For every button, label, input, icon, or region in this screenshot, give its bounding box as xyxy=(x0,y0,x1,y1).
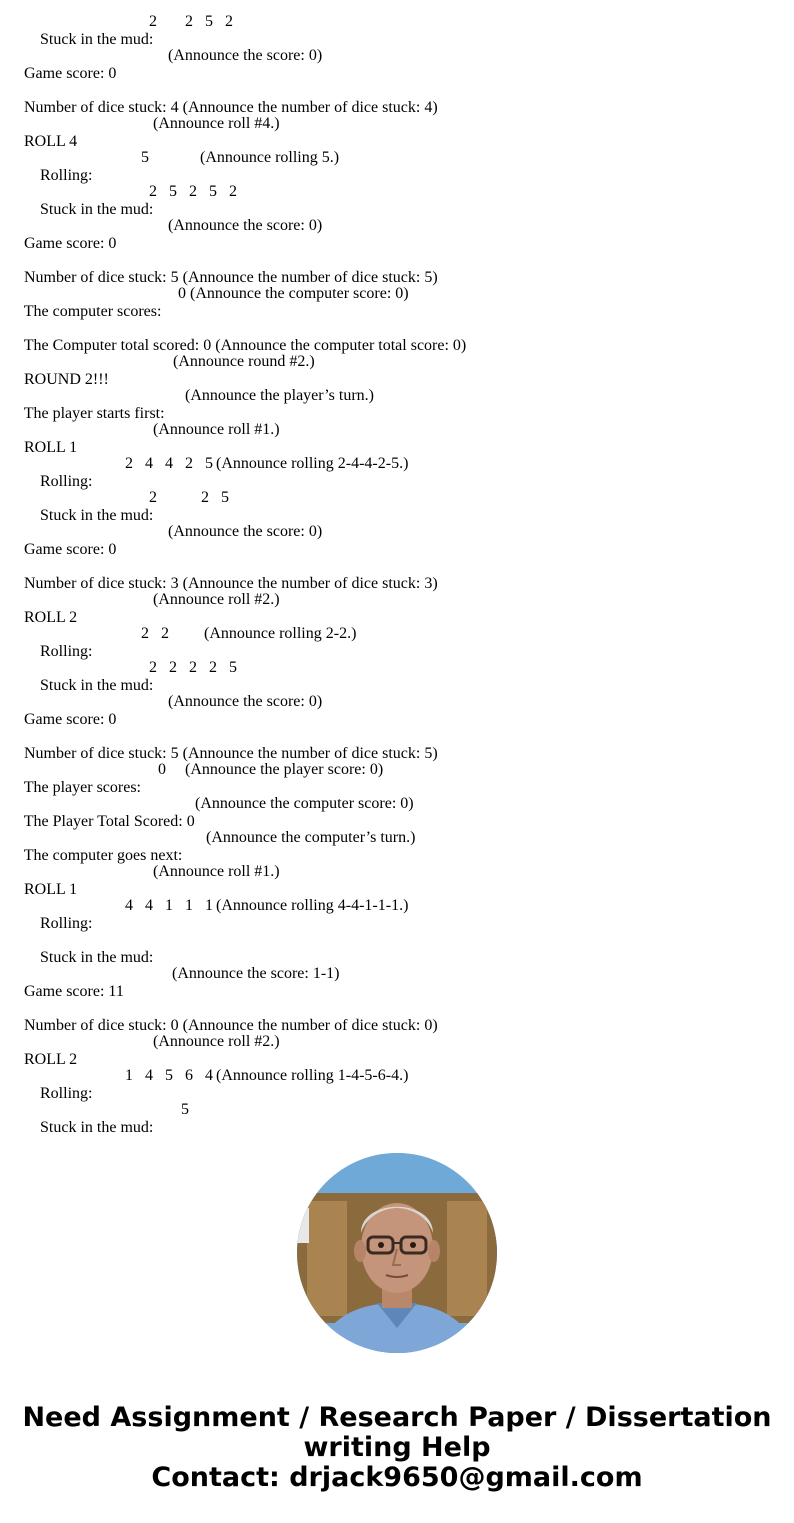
log-note: (Announce roll #1.) xyxy=(153,421,280,438)
log-label: Rolling: xyxy=(40,167,93,184)
log-label: Stuck in the mud: xyxy=(40,507,154,524)
log-note: (Announce rolling 4-4-1-1-1.) xyxy=(216,897,409,914)
log-note: (Announce the score: 0) xyxy=(168,523,323,540)
banner-subheadline: writing Help xyxy=(303,1432,491,1463)
log-value: 2 5 2 5 2 xyxy=(149,183,237,200)
log-label: The computer scores: xyxy=(23,303,162,320)
log-value: 2 2 xyxy=(141,625,169,642)
log-label: Game score: 0 xyxy=(24,711,117,728)
log-note: (Announce the number of dice stuck: 0) xyxy=(182,1017,438,1034)
log-note: (Announce the computer score: 0) xyxy=(190,285,409,302)
log-label: Stuck in the mud: xyxy=(40,1119,154,1136)
log-note: (Announce the score: 0) xyxy=(168,47,323,64)
log-value: 5 xyxy=(141,149,149,166)
log-label: Game score: 0 xyxy=(24,541,117,558)
log-note: (Announce the number of dice stuck: 5) xyxy=(182,745,438,762)
log-value: 0 xyxy=(158,761,166,778)
log-label: Stuck in the mud: xyxy=(40,949,154,966)
log-value: 2 2 5 xyxy=(149,489,229,506)
log-label: Rolling: xyxy=(40,915,93,932)
log-label: The Player Total Scored: 0 xyxy=(23,813,195,830)
log-note: (Announce roll #4.) xyxy=(153,115,280,132)
log-note: (Announce the player score: 0) xyxy=(185,761,384,778)
log-note: (Announce the player’s turn.) xyxy=(185,387,374,404)
log-note: (Announce rolling 5.) xyxy=(200,149,340,166)
log-note: (Announce the number of dice stuck: 5) xyxy=(182,269,438,286)
log-note: (Announce rolling 2-4-4-2-5.) xyxy=(216,455,409,472)
log-note: (Announce roll #1.) xyxy=(153,863,280,880)
log-label: ROLL 1 xyxy=(24,439,78,456)
log-value: 2 2 5 2 xyxy=(149,13,233,30)
log-label: Number of dice stuck: 5 xyxy=(24,269,179,286)
contact-banner xyxy=(0,1403,794,1493)
log-label: Number of dice stuck: 5 xyxy=(24,745,179,762)
log-label: The Computer total scored: 0 xyxy=(23,337,212,354)
log-note: (Announce the computer total score: 0) xyxy=(215,337,467,354)
log-label: Game score: 11 xyxy=(24,983,124,1000)
log-note: (Announce the score: 0) xyxy=(168,217,323,234)
log-label: The player starts first: xyxy=(23,405,165,422)
log-label: ROLL 4 xyxy=(24,133,78,150)
log-line xyxy=(24,1101,189,1155)
log-note: (Announce roll #2.) xyxy=(153,591,280,608)
log-value: 1 4 5 6 4 xyxy=(125,1067,213,1084)
log-note: (Announce the score: 1-1) xyxy=(172,965,340,982)
log-value: 5 xyxy=(181,1101,189,1118)
log-note: (Announce the number of dice stuck: 3) xyxy=(182,575,438,592)
log-label: ROLL 2 xyxy=(24,1051,78,1068)
log-label: Game score: 0 xyxy=(24,235,117,252)
log-value: 2 4 4 2 5 xyxy=(125,455,213,472)
log-label: Number of dice stuck: 4 xyxy=(24,99,179,116)
log-note: (Announce the score: 0) xyxy=(168,693,323,710)
log-note: (Announce the computer score: 0) xyxy=(195,795,414,812)
banner-headline: Need Assignment / Research Paper / Dissertation xyxy=(22,1402,772,1433)
log-label: ROUND 2!!! xyxy=(24,371,109,388)
log-label: Rolling: xyxy=(40,1085,93,1102)
log-note: (Announce the computer’s turn.) xyxy=(206,829,416,846)
log-note: (Announce rolling 2-2.) xyxy=(204,625,357,642)
log-label: ROLL 2 xyxy=(24,609,78,626)
log-label: Rolling: xyxy=(40,473,93,490)
log-value: 4 4 1 1 1 xyxy=(125,897,213,914)
log-note: (Announce the number of dice stuck: 4) xyxy=(182,99,438,116)
log-label: ROLL 1 xyxy=(24,881,78,898)
log-label: Game score: 0 xyxy=(24,65,117,82)
log-label: Stuck in the mud: xyxy=(40,201,154,218)
log-value: 0 xyxy=(178,285,186,302)
log-label: Rolling: xyxy=(40,643,93,660)
log-note: (Announce roll #2.) xyxy=(153,1033,280,1050)
author-avatar xyxy=(297,1153,497,1353)
log-value: 2 2 2 2 5 xyxy=(149,659,237,676)
log-label: Stuck in the mud: xyxy=(40,677,154,694)
log-label: Number of dice stuck: 3 xyxy=(24,575,179,592)
log-label: The computer goes next: xyxy=(23,847,183,864)
log-label: Stuck in the mud: xyxy=(40,31,154,48)
log-note: (Announce rolling 1-4-5-6-4.) xyxy=(216,1067,409,1084)
contact-email[interactable]: Contact: drjack9650@gmail.com xyxy=(151,1462,643,1493)
log-note: (Announce round #2.) xyxy=(173,353,315,370)
log-label: The player scores: xyxy=(23,779,141,796)
log-label: Number of dice stuck: 0 xyxy=(24,1017,179,1034)
avatar-portrait xyxy=(297,1153,497,1353)
